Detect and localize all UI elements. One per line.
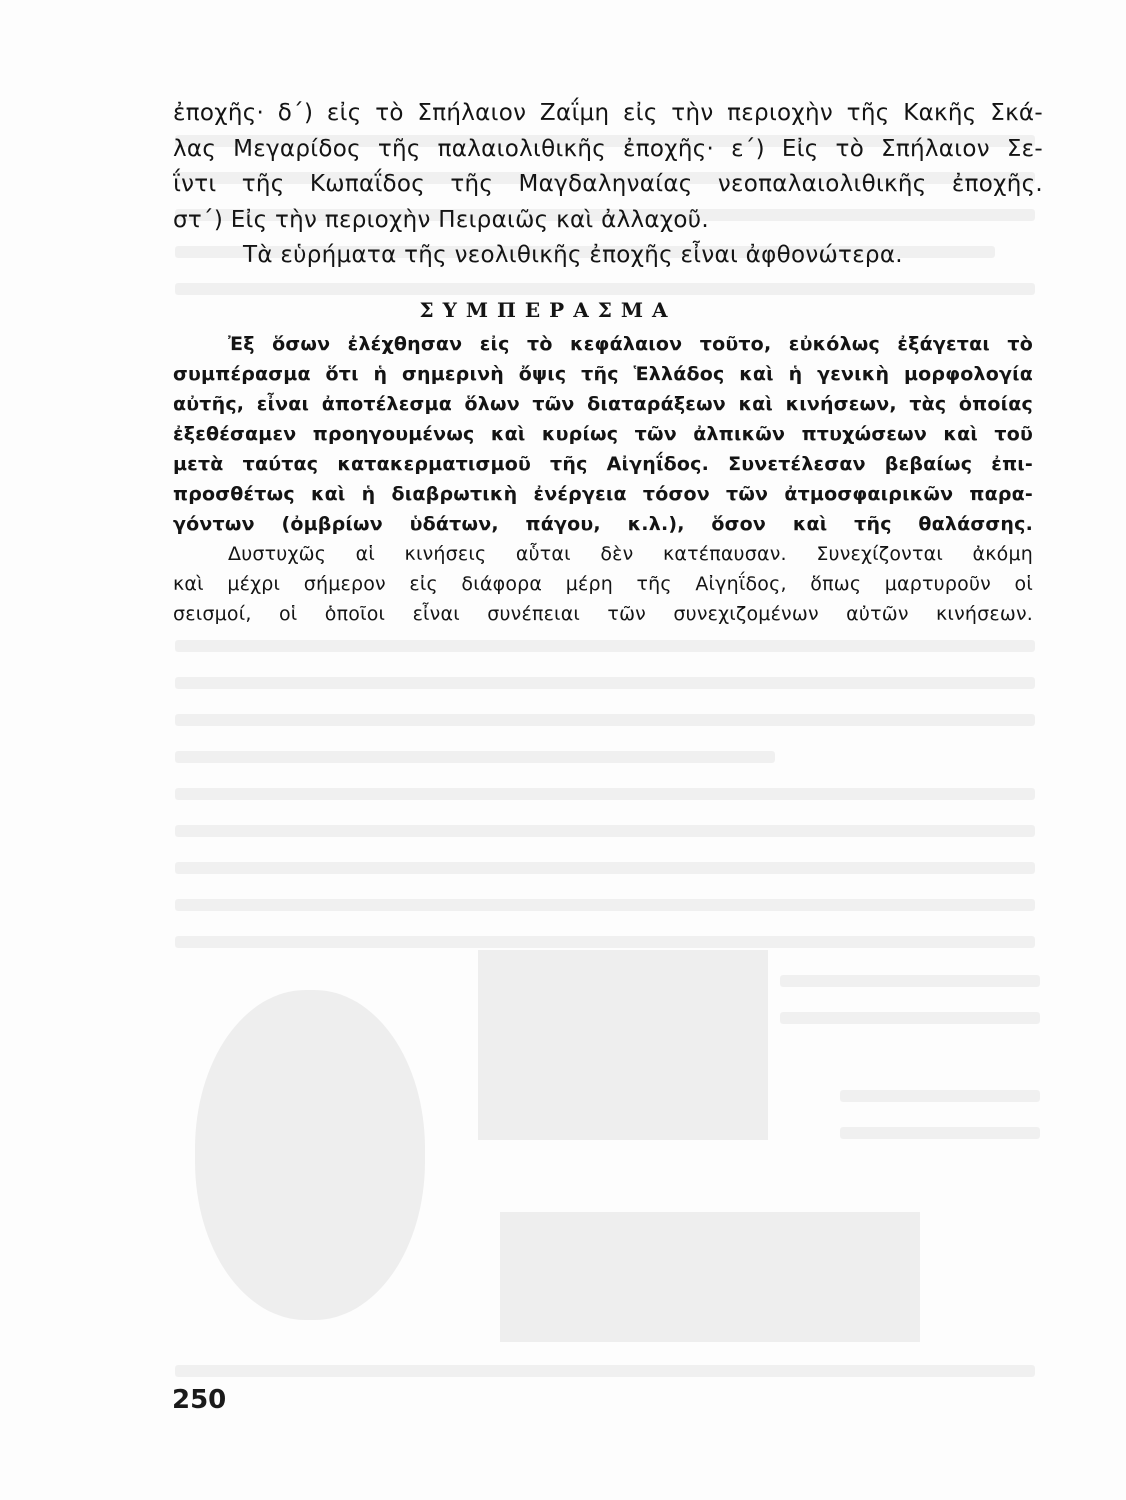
conclusion-line: Ἐξ ὅσων ἐλέχθησαν εἰς τὸ κεφάλαιον τοῦτο, εὐκόλως ἐξάγεται τὸ — [228, 333, 1033, 355]
final-paragraph-line: καὶ μέχρι σήμερον εἰς διάφορα μέρη τῆς Αἰγηΐδος, ὅπως μαρτυροῦν οἱ — [173, 573, 1033, 595]
text-line: λας Μεγαρίδος τῆς παλαιολιθικῆς ἐποχῆς· ε΄) Εἰς τὸ Σπήλαιον Σε- — [173, 135, 1043, 162]
conclusion-line: γόντων (ὀμβρίων ὑδάτων, πάγου, κ.λ.), ὅσον καὶ τῆς θαλάσσης. — [173, 513, 1033, 535]
conclusion-line: αὐτῆς, εἶναι ἀποτέλεσμα ὅλων τῶν διαταράξεων καὶ κινήσεων, τὰς ὁποίας — [173, 393, 1033, 415]
text-line: ΐντι τῆς Κωπαΐδος τῆς Μαγδαληναίας νεοπαλαιολιθικῆς ἐποχῆς. — [173, 171, 1043, 197]
conclusion-line: προσθέτως καὶ ἡ διαβρωτικὴ ἐνέργεια τόσον τῶν ἀτμοσφαιρικῶν παρα- — [173, 483, 1033, 505]
text-line: Τὰ εὑρήματα τῆς νεολιθικῆς ἐποχῆς εἶναι ἀφθονώτερα. — [243, 242, 903, 268]
final-paragraph-line: Δυστυχῶς αἱ κινήσεις αὗται δὲν κατέπαυσαν. Συνεχίζονται ἀκόμη — [228, 543, 1033, 565]
final-paragraph-line: σεισμοί, οἱ ὁποῖοι εἶναι συνέπειαι τῶν συνεχιζομένων αὐτῶν κινήσεων. — [173, 603, 1033, 625]
page-number: 250 — [172, 1385, 227, 1415]
conclusion-line: ἐξεθέσαμεν προηγουμένως καὶ κυρίως τῶν ἀλπικῶν πτυχώσεων καὶ τοῦ — [173, 423, 1033, 445]
continued-text-block — [173, 96, 1043, 274]
conclusion-line: συμπέρασμα ὅτι ἡ σημερινὴ ὄψις τῆς Ἑλλάδος καὶ ἡ γενικὴ μορφολογία — [173, 363, 1033, 385]
text-line: ἐποχῆς· δ΄) εἰς τὸ Σπήλαιον Ζαΐμη εἰς τὴν περιοχὴν τῆς Κακῆς Σκά- — [173, 100, 1043, 126]
conclusion-paragraphs — [173, 329, 1033, 629]
conclusion-line: μετὰ ταύτας κατακερματισμοῦ τῆς Αἰγηΐδος. Συνετέλεσαν βεβαίως ἐπι- — [173, 453, 1033, 475]
text-line: στ΄) Εἰς τὴν περιοχὴν Πειραιῶς καὶ ἀλλαχοῦ. — [173, 206, 710, 233]
section-heading: ΣΥΜΠΕΡΑΣΜΑ — [419, 298, 677, 322]
